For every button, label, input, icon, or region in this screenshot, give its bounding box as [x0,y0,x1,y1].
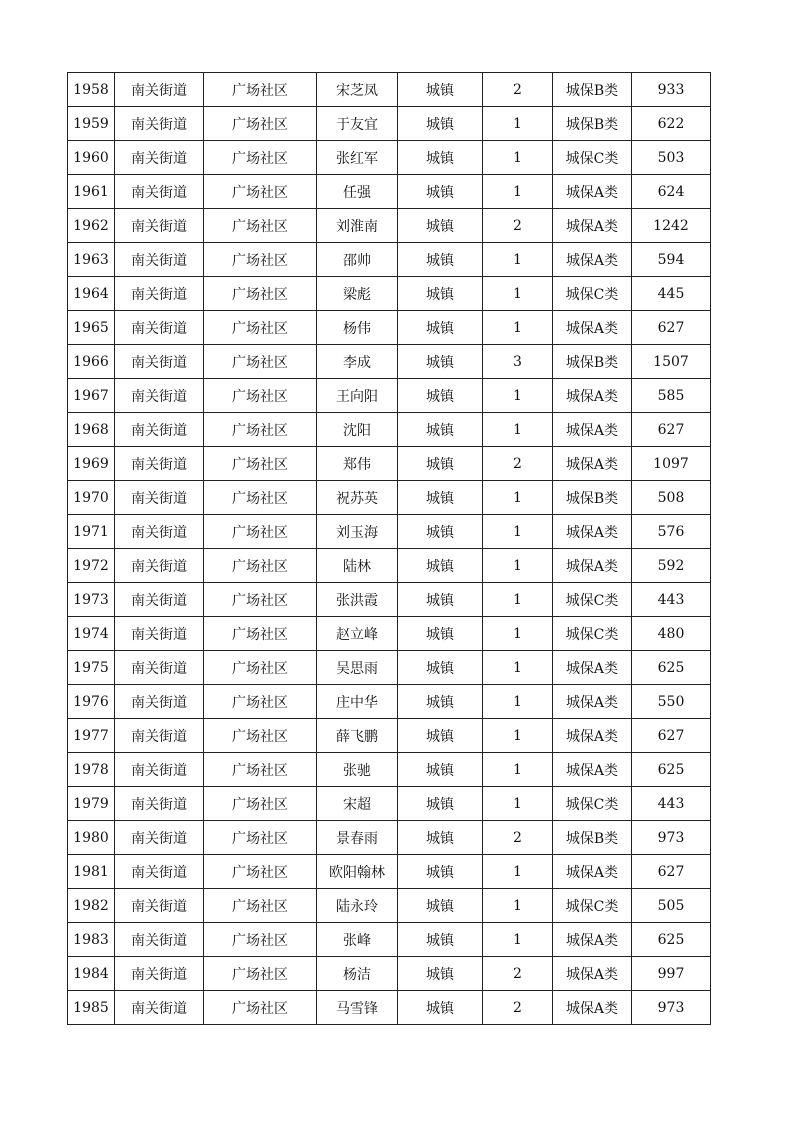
category-cell: 城保C类 [553,787,632,821]
type-cell: 城镇 [398,821,483,855]
street-cell: 南关街道 [115,651,204,685]
community-cell: 广场社区 [204,821,317,855]
category-cell: 城保A类 [553,923,632,957]
table-row [68,651,711,685]
name-cell: 郑伟 [317,447,398,481]
community-cell: 广场社区 [204,379,317,413]
table-row [68,855,711,889]
seq-cell: 1976 [68,685,115,719]
community-cell: 广场社区 [204,787,317,821]
type-cell: 城镇 [398,481,483,515]
category-cell: 城保A类 [553,311,632,345]
category-cell: 城保A类 [553,243,632,277]
category-cell: 城保C类 [553,583,632,617]
street-cell: 南关街道 [115,73,204,107]
count-cell: 1 [483,889,553,923]
table-row [68,175,711,209]
name-cell: 张洪霞 [317,583,398,617]
amount-cell: 627 [632,413,711,447]
seq-cell: 1980 [68,821,115,855]
count-cell: 1 [483,379,553,413]
name-cell: 邵帅 [317,243,398,277]
name-cell: 庄中华 [317,685,398,719]
count-cell: 1 [483,175,553,209]
amount-cell: 505 [632,889,711,923]
category-cell: 城保A类 [553,753,632,787]
seq-cell: 1984 [68,957,115,991]
table-row [68,821,711,855]
seq-cell: 1960 [68,141,115,175]
street-cell: 南关街道 [115,753,204,787]
street-cell: 南关街道 [115,175,204,209]
name-cell: 马雪锋 [317,991,398,1025]
name-cell: 刘玉海 [317,515,398,549]
street-cell: 南关街道 [115,481,204,515]
type-cell: 城镇 [398,753,483,787]
type-cell: 城镇 [398,311,483,345]
street-cell: 南关街道 [115,209,204,243]
amount-cell: 594 [632,243,711,277]
community-cell: 广场社区 [204,413,317,447]
category-cell: 城保A类 [553,855,632,889]
count-cell: 2 [483,209,553,243]
table-row [68,481,711,515]
category-cell: 城保A类 [553,379,632,413]
name-cell: 李成 [317,345,398,379]
category-cell: 城保C类 [553,617,632,651]
amount-cell: 445 [632,277,711,311]
count-cell: 3 [483,345,553,379]
category-cell: 城保A类 [553,651,632,685]
street-cell: 南关街道 [115,923,204,957]
amount-cell: 1507 [632,345,711,379]
table-row [68,889,711,923]
community-cell: 广场社区 [204,617,317,651]
count-cell: 1 [483,277,553,311]
category-cell: 城保A类 [553,957,632,991]
street-cell: 南关街道 [115,413,204,447]
name-cell: 宋超 [317,787,398,821]
table-row [68,413,711,447]
table-row [68,549,711,583]
table-row [68,73,711,107]
seq-cell: 1963 [68,243,115,277]
amount-cell: 627 [632,855,711,889]
table-row [68,243,711,277]
table-row [68,209,711,243]
count-cell: 1 [483,855,553,889]
table-row [68,583,711,617]
street-cell: 南关街道 [115,617,204,651]
community-cell: 广场社区 [204,73,317,107]
amount-cell: 625 [632,923,711,957]
community-cell: 广场社区 [204,889,317,923]
name-cell: 王向阳 [317,379,398,413]
count-cell: 2 [483,73,553,107]
seq-cell: 1968 [68,413,115,447]
name-cell: 陆永玲 [317,889,398,923]
community-cell: 广场社区 [204,243,317,277]
community-cell: 广场社区 [204,855,317,889]
seq-cell: 1975 [68,651,115,685]
amount-cell: 1242 [632,209,711,243]
table-row [68,753,711,787]
seq-cell: 1966 [68,345,115,379]
seq-cell: 1972 [68,549,115,583]
table-row [68,141,711,175]
community-cell: 广场社区 [204,549,317,583]
name-cell: 欧阳翰林 [317,855,398,889]
table-row [68,787,711,821]
category-cell: 城保B类 [553,481,632,515]
type-cell: 城镇 [398,447,483,481]
count-cell: 1 [483,413,553,447]
street-cell: 南关街道 [115,889,204,923]
count-cell: 1 [483,923,553,957]
street-cell: 南关街道 [115,379,204,413]
seq-cell: 1973 [68,583,115,617]
name-cell: 任强 [317,175,398,209]
type-cell: 城镇 [398,175,483,209]
seq-cell: 1985 [68,991,115,1025]
amount-cell: 576 [632,515,711,549]
seq-cell: 1981 [68,855,115,889]
category-cell: 城保A类 [553,413,632,447]
type-cell: 城镇 [398,923,483,957]
street-cell: 南关街道 [115,719,204,753]
street-cell: 南关街道 [115,821,204,855]
type-cell: 城镇 [398,651,483,685]
count-cell: 1 [483,583,553,617]
type-cell: 城镇 [398,855,483,889]
amount-cell: 508 [632,481,711,515]
street-cell: 南关街道 [115,549,204,583]
community-cell: 广场社区 [204,651,317,685]
community-cell: 广场社区 [204,107,317,141]
name-cell: 祝苏英 [317,481,398,515]
community-cell: 广场社区 [204,719,317,753]
name-cell: 沈阳 [317,413,398,447]
type-cell: 城镇 [398,345,483,379]
table-row [68,515,711,549]
name-cell: 景春雨 [317,821,398,855]
count-cell: 1 [483,617,553,651]
amount-cell: 973 [632,991,711,1025]
seq-cell: 1971 [68,515,115,549]
street-cell: 南关街道 [115,583,204,617]
table-row [68,923,711,957]
category-cell: 城保C类 [553,277,632,311]
category-cell: 城保B类 [553,821,632,855]
amount-cell: 997 [632,957,711,991]
community-cell: 广场社区 [204,175,317,209]
amount-cell: 625 [632,651,711,685]
community-cell: 广场社区 [204,209,317,243]
table-row [68,379,711,413]
type-cell: 城镇 [398,617,483,651]
seq-cell: 1982 [68,889,115,923]
type-cell: 城镇 [398,719,483,753]
name-cell: 宋芝凤 [317,73,398,107]
name-cell: 于友宜 [317,107,398,141]
seq-cell: 1964 [68,277,115,311]
seq-cell: 1962 [68,209,115,243]
type-cell: 城镇 [398,957,483,991]
amount-cell: 592 [632,549,711,583]
community-cell: 广场社区 [204,277,317,311]
street-cell: 南关街道 [115,345,204,379]
type-cell: 城镇 [398,787,483,821]
count-cell: 1 [483,719,553,753]
count-cell: 1 [483,243,553,277]
category-cell: 城保A类 [553,209,632,243]
name-cell: 张峰 [317,923,398,957]
count-cell: 2 [483,957,553,991]
type-cell: 城镇 [398,243,483,277]
name-cell: 张红军 [317,141,398,175]
community-cell: 广场社区 [204,141,317,175]
type-cell: 城镇 [398,413,483,447]
count-cell: 2 [483,991,553,1025]
type-cell: 城镇 [398,73,483,107]
table-row [68,311,711,345]
amount-cell: 585 [632,379,711,413]
table-row [68,345,711,379]
community-cell: 广场社区 [204,957,317,991]
category-cell: 城保A类 [553,685,632,719]
amount-cell: 503 [632,141,711,175]
count-cell: 1 [483,685,553,719]
amount-cell: 933 [632,73,711,107]
type-cell: 城镇 [398,991,483,1025]
records-table [67,72,711,1025]
count-cell: 1 [483,141,553,175]
seq-cell: 1974 [68,617,115,651]
street-cell: 南关街道 [115,991,204,1025]
table-row [68,991,711,1025]
community-cell: 广场社区 [204,685,317,719]
amount-cell: 627 [632,719,711,753]
community-cell: 广场社区 [204,311,317,345]
name-cell: 张驰 [317,753,398,787]
street-cell: 南关街道 [115,855,204,889]
name-cell: 梁彪 [317,277,398,311]
seq-cell: 1977 [68,719,115,753]
seq-cell: 1978 [68,753,115,787]
street-cell: 南关街道 [115,277,204,311]
amount-cell: 622 [632,107,711,141]
street-cell: 南关街道 [115,311,204,345]
count-cell: 1 [483,787,553,821]
count-cell: 1 [483,515,553,549]
seq-cell: 1958 [68,73,115,107]
community-cell: 广场社区 [204,583,317,617]
name-cell: 杨伟 [317,311,398,345]
amount-cell: 627 [632,311,711,345]
street-cell: 南关街道 [115,685,204,719]
seq-cell: 1969 [68,447,115,481]
seq-cell: 1970 [68,481,115,515]
amount-cell: 624 [632,175,711,209]
seq-cell: 1983 [68,923,115,957]
category-cell: 城保A类 [553,719,632,753]
street-cell: 南关街道 [115,447,204,481]
category-cell: 城保C类 [553,141,632,175]
category-cell: 城保B类 [553,73,632,107]
seq-cell: 1961 [68,175,115,209]
category-cell: 城保A类 [553,515,632,549]
amount-cell: 443 [632,787,711,821]
count-cell: 1 [483,753,553,787]
community-cell: 广场社区 [204,447,317,481]
type-cell: 城镇 [398,141,483,175]
name-cell: 赵立峰 [317,617,398,651]
seq-cell: 1967 [68,379,115,413]
type-cell: 城镇 [398,209,483,243]
community-cell: 广场社区 [204,345,317,379]
seq-cell: 1959 [68,107,115,141]
amount-cell: 550 [632,685,711,719]
street-cell: 南关街道 [115,107,204,141]
table-row [68,277,711,311]
table-row [68,617,711,651]
count-cell: 1 [483,549,553,583]
seq-cell: 1979 [68,787,115,821]
name-cell: 吴思雨 [317,651,398,685]
type-cell: 城镇 [398,107,483,141]
type-cell: 城镇 [398,583,483,617]
type-cell: 城镇 [398,379,483,413]
community-cell: 广场社区 [204,923,317,957]
count-cell: 1 [483,311,553,345]
count-cell: 1 [483,651,553,685]
count-cell: 1 [483,107,553,141]
type-cell: 城镇 [398,277,483,311]
type-cell: 城镇 [398,889,483,923]
category-cell: 城保C类 [553,889,632,923]
name-cell: 刘淮南 [317,209,398,243]
type-cell: 城镇 [398,685,483,719]
type-cell: 城镇 [398,515,483,549]
category-cell: 城保A类 [553,991,632,1025]
amount-cell: 480 [632,617,711,651]
amount-cell: 973 [632,821,711,855]
table-row [68,107,711,141]
amount-cell: 1097 [632,447,711,481]
category-cell: 城保B类 [553,107,632,141]
seq-cell: 1965 [68,311,115,345]
count-cell: 2 [483,447,553,481]
count-cell: 1 [483,481,553,515]
amount-cell: 443 [632,583,711,617]
street-cell: 南关街道 [115,787,204,821]
table-row [68,685,711,719]
street-cell: 南关街道 [115,141,204,175]
street-cell: 南关街道 [115,957,204,991]
records-table-body [68,73,711,1025]
name-cell: 薛飞鹏 [317,719,398,753]
name-cell: 陆林 [317,549,398,583]
type-cell: 城镇 [398,549,483,583]
community-cell: 广场社区 [204,515,317,549]
category-cell: 城保A类 [553,175,632,209]
street-cell: 南关街道 [115,243,204,277]
table-row [68,719,711,753]
count-cell: 2 [483,821,553,855]
community-cell: 广场社区 [204,753,317,787]
amount-cell: 625 [632,753,711,787]
table-row [68,447,711,481]
category-cell: 城保B类 [553,345,632,379]
name-cell: 杨洁 [317,957,398,991]
community-cell: 广场社区 [204,481,317,515]
community-cell: 广场社区 [204,991,317,1025]
category-cell: 城保A类 [553,447,632,481]
table-row [68,957,711,991]
category-cell: 城保A类 [553,549,632,583]
street-cell: 南关街道 [115,515,204,549]
